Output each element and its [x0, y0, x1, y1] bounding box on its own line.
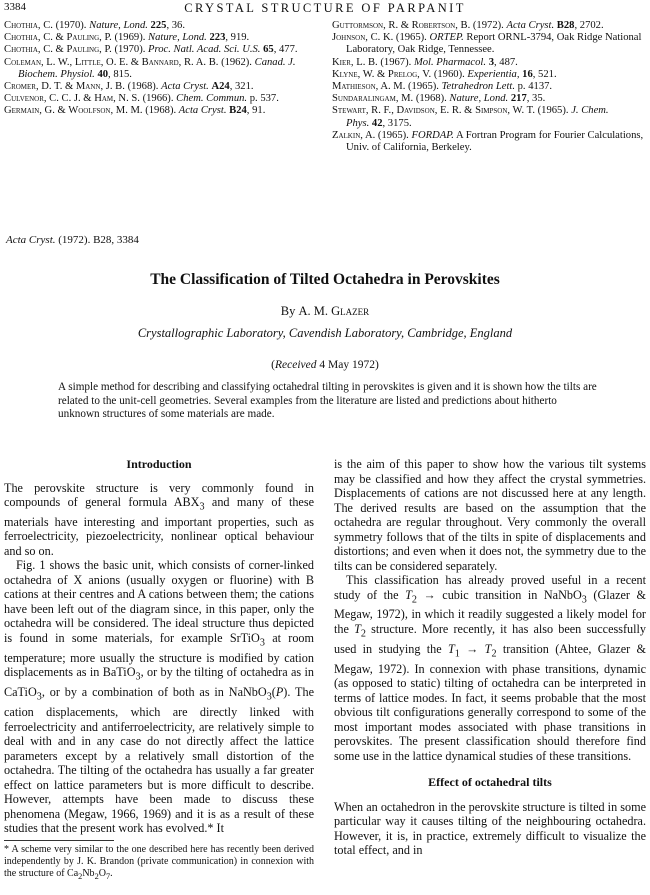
section-heading-effect-of-tilts: Effect of octahedral tilts [428, 775, 552, 790]
footnote: * A scheme very similar to the one described here has recently been derived independently by J. K. Brandon (private communication) in connexion with the structure of $Ca_2Nb_2O_7$. [4, 843, 314, 881]
body-right-column [334, 457, 646, 858]
received-date: (Received 4 May 1972) [271, 359, 379, 371]
article-citation: Acta Cryst. (1972). B28, 3384 [6, 234, 139, 246]
running-title: CRYSTAL STRUCTURE OF PARPANIT [184, 1, 466, 15]
reference-entry: Guttormson, R. & Robertson, B. (1972). Acta Cryst. B28, 2702. [332, 20, 604, 31]
reference-entry: Chothia, C. & Pauling, P. (1970). Proc. Natl. Acad. Sci. U.S. 65, 477. [4, 44, 298, 56]
abstract: A simple method for describing and classifying octahedral tilting in perovskites is given and it is shown how the tilts are related to the unit-cell geometries. Several examples from the literature are listed and predictions about hitherto unknown structures of some materials are made. [58, 381, 597, 420]
paragraph: is the aim of this paper to show how the various tilt systems may be classified and how they affect the crystal symmetries. Displacements of cations are not discussed here at any length. The derived results are based on the assumption that the octahedra are regular throughout. Very commonly the overall symmetry follows that of the tilts in spite of displacements and distortions; and even when it does not, the symmetry due to the tilts can be considered separately. [334, 457, 646, 573]
references-left-column [4, 20, 314, 118]
reference-entry: Chothia, C. (1970). Nature, Lond. 225, 36. [4, 20, 185, 31]
paragraph: The perovskite structure is very commonly found in compounds of general formula $ABX_3$ and many of these materials have interesting and important properties, such as ferroelectricity, piezoelectricity, nonlinear optical behaviour and so on. [4, 480, 314, 558]
reference-entry: Culvenor, C. C. J. & Ham, N. S. (1966). Chem. Commun. p. 537. [4, 93, 279, 105]
reference-entry: Germain, G. & Woolfson, M. M. (1968). Acta Cryst. B24, 91. [4, 105, 266, 117]
reference-entry: Mathieson, A. M. (1965). Tetrahedron Lett. p. 4137. [332, 81, 553, 93]
paragraph: Fig. 1 shows the basic unit, which consists of corner-linked octahedra of X anions (usually oxygen or fluorine) with B cations at their centres and A cations between them; the cations have been left out of the diagram since, in this paper, only the octahedra will be considered. The ideal structure thus depicted is found in some materials, for example SrTiO$_3$ at room temperature; more usually the structure is modified by cation displacements as in BaTiO$_3$, or by the tilting of octahedra as in CaTiO$_3$, or by a combination of both as in NaNbO$_3$(P). The cation displacements, which are directly linked with ferroelectricity and antiferroelectricity, are relatively simple to deal with and in any case do not directly affect the lattice parameters except by a relatively small distortion of the octahedra. The tilting of the octahedra has usually a far greater effect on lattice parameters but is more difficult to describe. However, attempts have been made to discuss these phenomena (Megaw, 1966, 1969) and it is as a result of these studies that the present work has evolved.* It [4, 558, 314, 836]
reference-entry: Coleman, L. W., Little, O. E. & Bannard, R. A. B. (1962). Canad. J. Biochem. Physiol. 40, 815. [4, 56, 296, 80]
page-number: 3384 [4, 1, 26, 13]
reference-entry: Stewart, R. F., Davidson, E. R. & Simpson, W. T. (1965). J. Chem. Phys. 42, 3175. [332, 105, 609, 129]
article-title: The Classification of Tilted Octahedra in Perovskites [150, 271, 500, 288]
section-heading-introduction: Introduction [126, 457, 192, 471]
reference-entry: Klyne, W. & Prelog, V. (1960). Experientia, 16, 521. [332, 68, 557, 80]
article-author: By A. M. Glazer [280, 304, 370, 318]
reference-entry [332, 154, 646, 166]
references-right-column [332, 20, 646, 166]
reference-entry: Johnson, C. K. (1965). ORTEP. Report ORNL-3794, Oak Ridge National Laboratory, Oak Ridge, Tennessee. [332, 32, 642, 56]
paragraph: This classification has already proved useful in a recent study of the $T_2$ → cubic transition in NaNbO$_3$ (Glazer & Megaw, 1972), in which it readily suggested a likely model for the $T_2$ structure. More recently, it has also been successfully used in studying the $T_1 \to T_2$ transition (Ahtee, Glazer & Megaw, 1972). In connexion with phase transitions, dynamic (as opposed to static) tilting of octahedra can be interpreted in terms of lattice modes. In fact, it seems probable that the most obvious tilt configurations generally correspond to some of the most important modes associated with phase transitions in perovskites. The present classification should therefore find some use in the lattice dynamical studies of these transitions. [334, 573, 647, 763]
footnote-rule [4, 840, 114, 841]
article-affiliation: Crystallographic Laboratory, Cavendish Laboratory, Cambridge, England [137, 326, 513, 340]
reference-entry: Kier, L. B. (1967). Mol. Pharmacol. 3, 487. [332, 56, 518, 68]
reference-entry: Sundaralingam, M. (1968). Nature, Lond. 217, 35. [332, 93, 546, 105]
reference-entry: Zalkin, A. (1965). FORDAP. A Fortran Program for Fourier Calculations, Univ. of California, Berkeley. [332, 129, 644, 154]
reference-entry: Cromer, D. T. & Mann, J. B. (1968). Acta Cryst. A24, 321. [4, 81, 254, 93]
paragraph: When an octahedron in the perovskite structure is tilted in some particular way it causes tilting of the neighbouring octahedra. However, it is, in practice, extremely difficult to visualize the total effect, and in [334, 799, 646, 858]
page-header [2, 0, 648, 20]
body-left-column [4, 457, 314, 883]
reference-entry: Chothia, C. & Pauling, P. (1969). Nature, Lond. 223, 919. [4, 32, 250, 44]
